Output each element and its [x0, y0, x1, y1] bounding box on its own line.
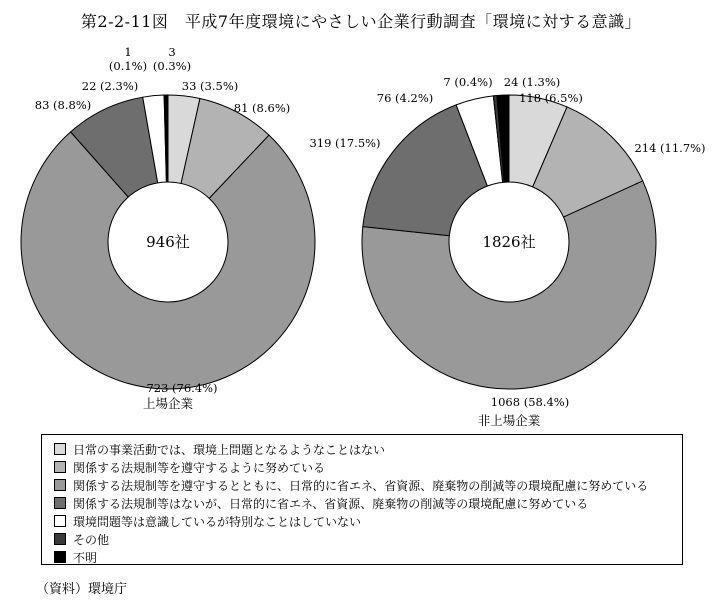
legend-item — [54, 458, 682, 476]
legend-label: 関係する法規制等はないが、日常的に省エネ、省資源、廃棄物の削減等の環境配慮に努めている — [73, 496, 589, 511]
slice-label-0-1: 81 (8.6%) — [233, 101, 291, 115]
legend-label: 日常の事業活動では、環境上問題となるようなことはない — [73, 442, 386, 457]
legend-item — [54, 512, 682, 530]
donut-name-1: 非上場企業 — [477, 413, 541, 428]
slice-label-1-5: 7 (0.4%) — [443, 75, 493, 89]
legend-swatch — [54, 533, 66, 545]
slice-label-0-3: 83 (8.8%) — [34, 98, 92, 112]
donut-total-label-0: 946社 — [146, 233, 190, 251]
legend-item — [54, 530, 682, 548]
legend-swatch — [54, 497, 66, 509]
donut-listed-companies — [21, 45, 315, 411]
source-note: （資料）環境庁 — [36, 582, 128, 597]
legend — [41, 434, 683, 565]
legend-item — [54, 494, 682, 512]
legend-item — [54, 548, 682, 566]
donut-unlisted-companies — [309, 75, 705, 428]
chart-title: 第2-2-11図 平成7年度環境にやさしい企業行動調査「環境に対する意識」 — [80, 12, 642, 31]
slice-label-1-1: 214 (11.7%) — [634, 141, 706, 155]
slice-label-0-0: 33 (3.5%) — [181, 79, 239, 93]
legend-swatch — [54, 515, 66, 527]
legend-swatch — [54, 479, 66, 491]
legend-swatch — [54, 551, 66, 563]
legend-item — [54, 476, 682, 494]
legend-label: 環境問題等は意識しているが特別なことはしていない — [73, 514, 362, 529]
slice-label-1-0: 118 (6.5%) — [519, 91, 583, 105]
slice-label-1-2: 1068 (58.4%) — [490, 395, 570, 409]
slice-label-0-5: 1 (0.1%) — [108, 45, 148, 73]
slice-label-0-6: 3 (0.3%) — [152, 45, 192, 73]
donut-name-0: 上場企業 — [142, 396, 194, 411]
slice-label-1-3: 319 (17.5%) — [309, 136, 381, 150]
legend-label: 不明 — [73, 550, 98, 565]
slice-label-1-6: 24 (1.3%) — [503, 75, 561, 89]
legend-item — [54, 440, 682, 458]
slice-label-1-4: 76 (4.2%) — [376, 91, 434, 105]
legend-label: 関係する法規制等を遵守するように努めている — [73, 460, 326, 475]
legend-swatch — [54, 443, 66, 455]
donut-total-label-1: 1826社 — [482, 233, 536, 251]
legend-swatch — [54, 461, 66, 473]
legend-label: 関係する法規制等を遵守するとともに、日常的に省エネ、省資源、廃棄物の削減等の環境配慮に努めている — [73, 478, 649, 493]
slice-label-0-2: 723 (76.4%) — [146, 381, 218, 395]
slice-label-0-4: 22 (2.3%) — [81, 79, 139, 93]
legend-label: その他 — [73, 532, 110, 547]
